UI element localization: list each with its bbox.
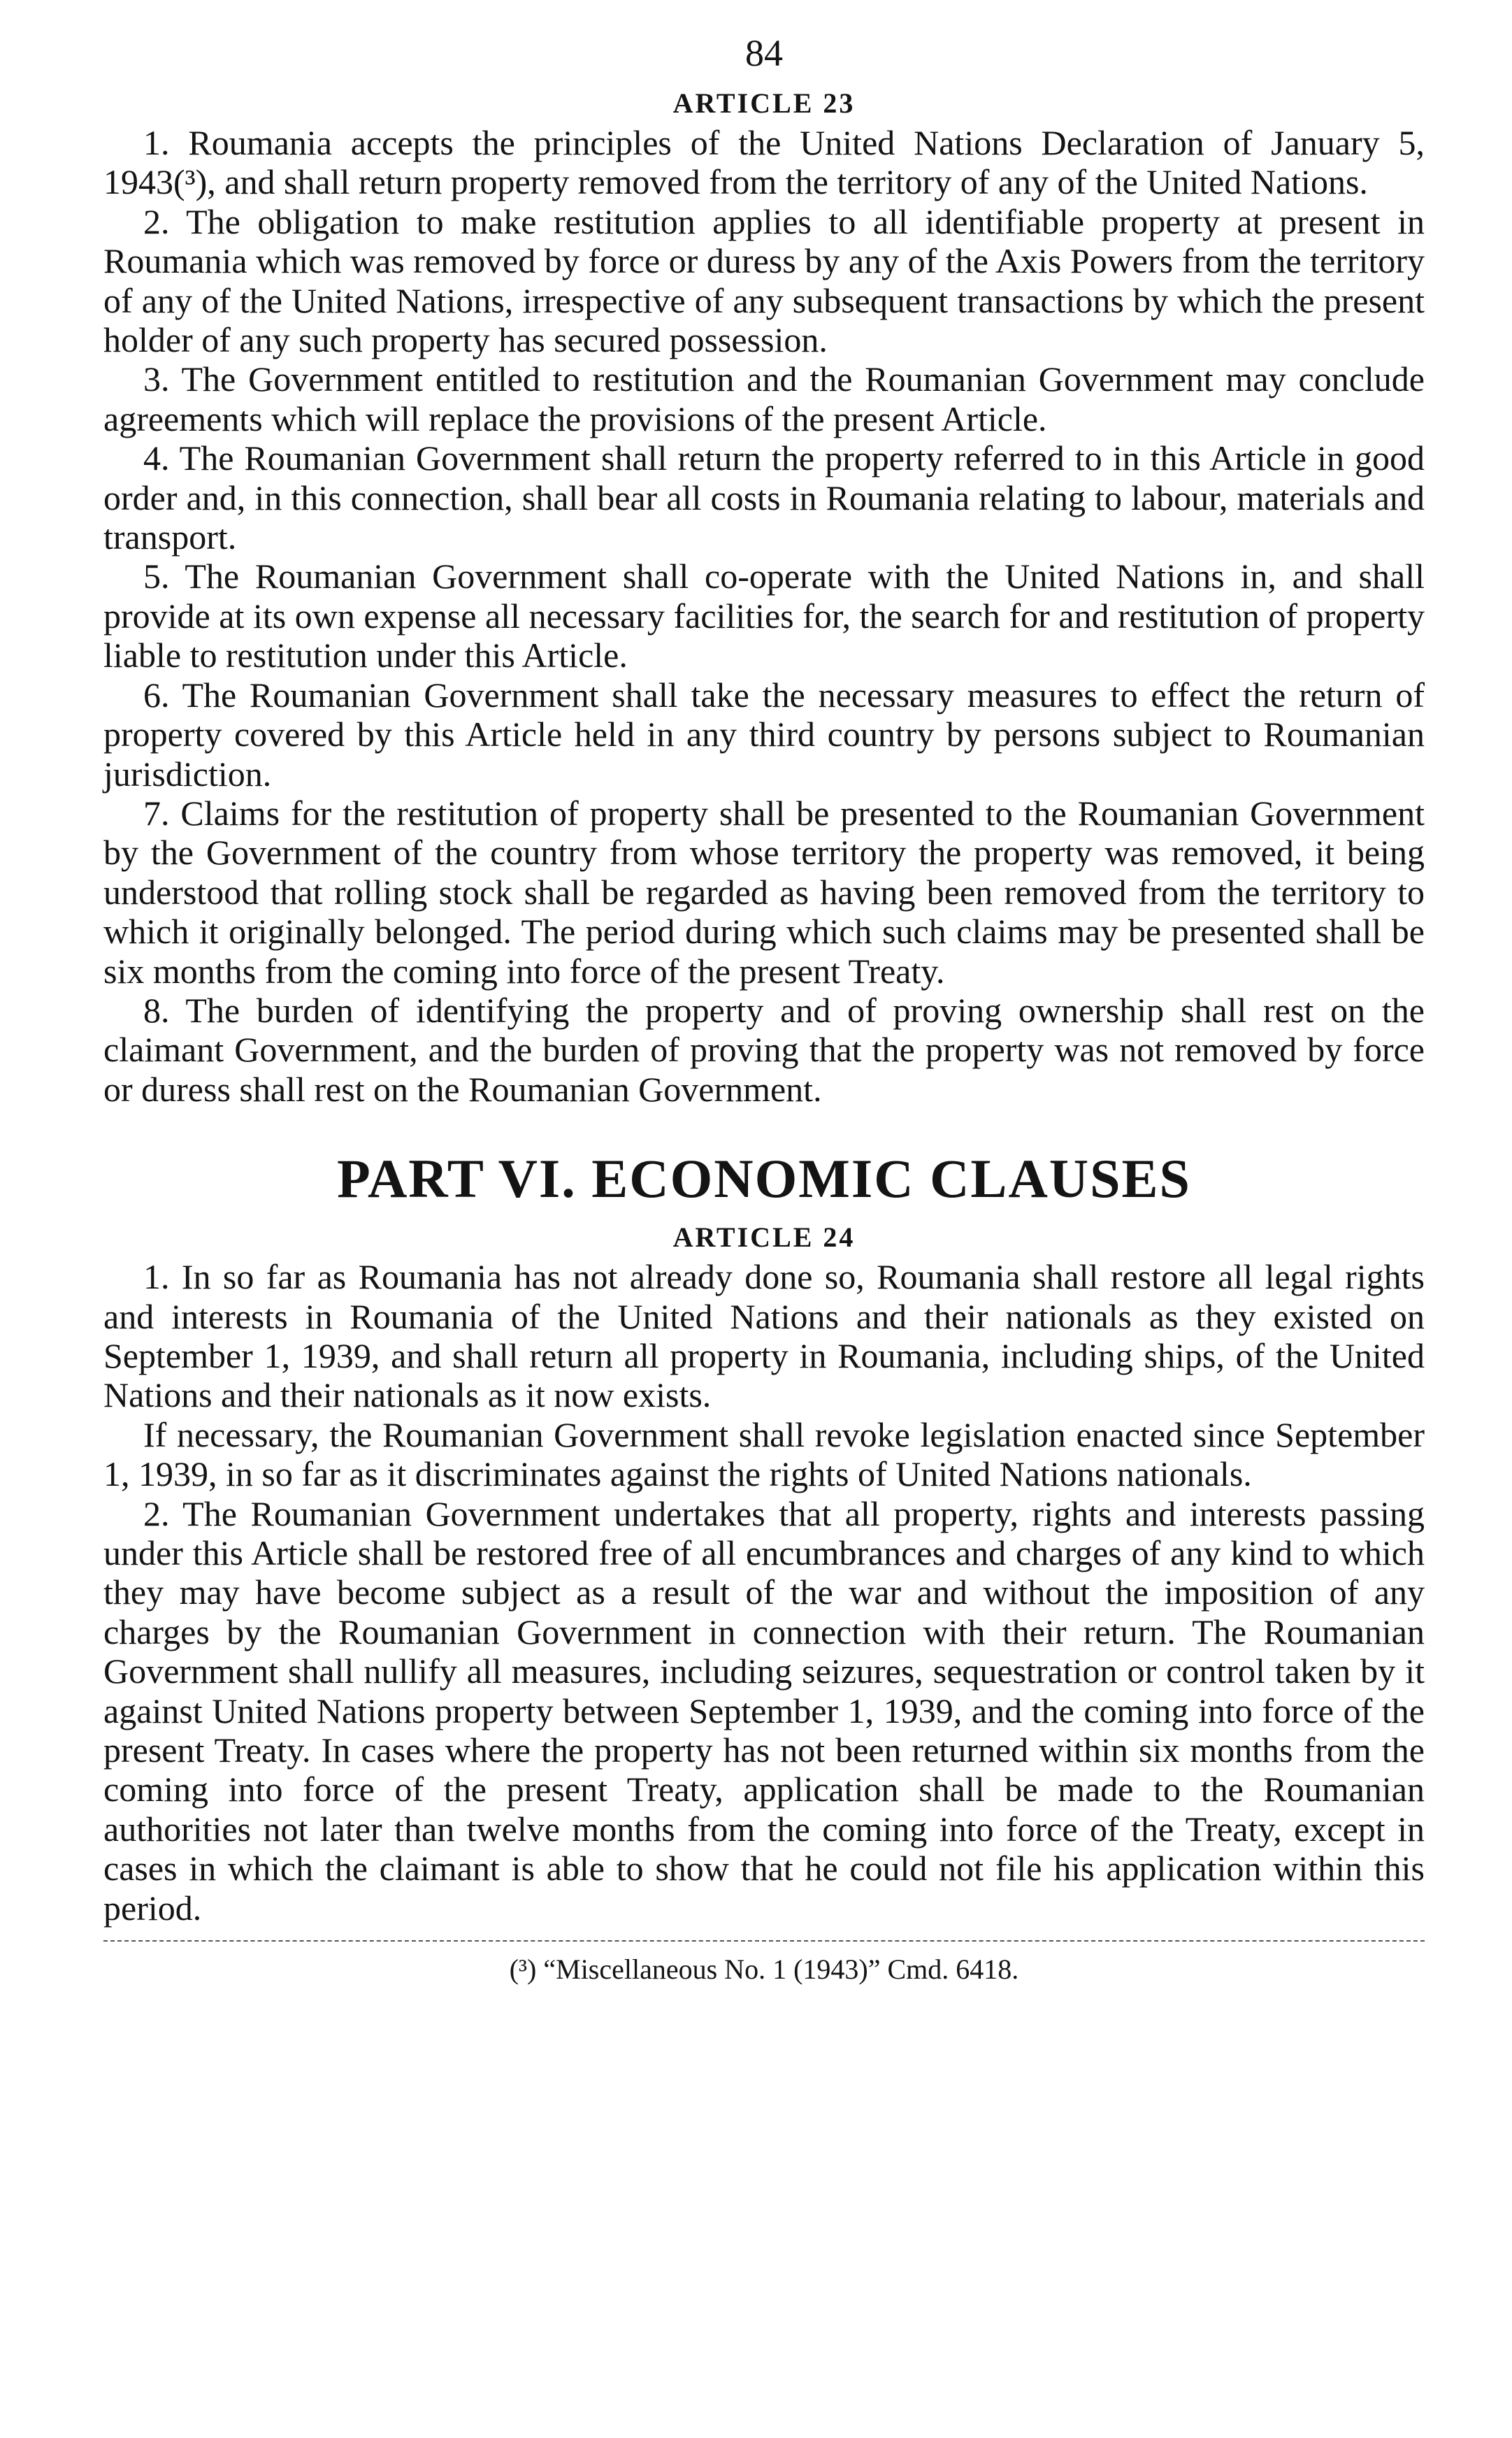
- article-24-section: [103, 1218, 1425, 1928]
- article-24-para-3: 2. The Roumanian Government undertakes that all property, rights and interests passing under this Article shall be restored free of all encumbrances and charges of any kind to which they may have become subject as a result of the war and without the imposition of any charges by the Roumanian Government in connection with their return. The Roumanian Government shall nullify all measures, including seizures, sequestration or control taken by it against United Nations property between September 1, 1939, and the coming into force of the present Treaty. In cases where the property has not been returned within six months from the coming into force of the present Treaty, application shall be made to the Roumanian authorities not later than twelve months from the coming into force of the Treaty, except in cases in which the claimant is able to show that he could not file his application within this period.: [103, 1493, 1425, 1928]
- article-23-para-2: 2. The obligation to make restitution applies to all identifiable property at present in Roumania which was removed by force or duress by any of the Axis Powers from the territory of any of the United Nations, irrespective of any subsequent transactions by which the present holder of any such property has secured possession.: [103, 201, 1425, 360]
- article-23-heading: ARTICLE 23: [672, 87, 856, 119]
- footnote: (³) “Miscellaneous No. 1 (1943)” Cmd. 6418.: [509, 1953, 1019, 1986]
- article-23-section: [103, 84, 1425, 1109]
- document-page: [103, 28, 1425, 1988]
- article-23-para-3: 3. The Government entitled to restitution and the Roumanian Government may conclude agreements which will replace the provisions of the present Article.: [103, 359, 1425, 438]
- article-23-para-8: 8. The burden of identifying the property and of proving ownership shall rest on the claimant Government, and the burden of proving that the property was not removed by force or duress shall rest on the Roumanian Government.: [103, 990, 1425, 1109]
- article-24-para-1: 1. In so far as Roumania has not already done so, Roumania shall restore all legal rights and interests in Roumania of the United Nations and their nationals as they existed on September 1, 1939, and shall return all property in Roumania, including ships, of the United Nations and their nationals as it now exists.: [103, 1257, 1425, 1415]
- article-23-para-4: 4. The Roumanian Government shall return the property referred to in this Article in good order and, in this connection, shall bear all costs in Roumania relating to labour, materials and transport.: [103, 438, 1425, 557]
- article-24-heading: ARTICLE 24: [672, 1221, 856, 1254]
- article-23-para-1: 1. Roumania accepts the principles of the United Nations Declaration of January 5, 1943(³), and shall return property removed from the territory of any of the United Nations.: [103, 123, 1425, 202]
- article-24-para-2: If necessary, the Roumanian Government shall revoke legislation enacted since September 1, 1939, in so far as it discriminates against the rights of United Nations nationals.: [103, 1414, 1425, 1494]
- article-23-para-5: 5. The Roumanian Government shall co-operate with the United Nations in, and shall provide at its own expense all necessary facilities for, the search for and restitution of property liable to restitution under this Article.: [103, 557, 1425, 675]
- article-23-para-6: 6. The Roumanian Government shall take the necessary measures to effect the return of property covered by this Article held in any third country by persons subject to Roumanian jurisdiction.: [103, 675, 1425, 794]
- page-number: 84: [745, 32, 783, 74]
- article-23-para-7: 7. Claims for the restitution of property shall be presented to the Roumanian Government by the Government of the country from whose territory the property was removed, it being understood that rolling stock shall be regarded as having been removed from the territory to which it originally belonged. The period during which such claims may be presented shall be six months from the coming into force of the present Treaty.: [103, 793, 1425, 991]
- footnote-divider: [103, 1940, 1425, 1942]
- part-heading: PART VI. ECONOMIC CLAUSES: [337, 1148, 1191, 1210]
